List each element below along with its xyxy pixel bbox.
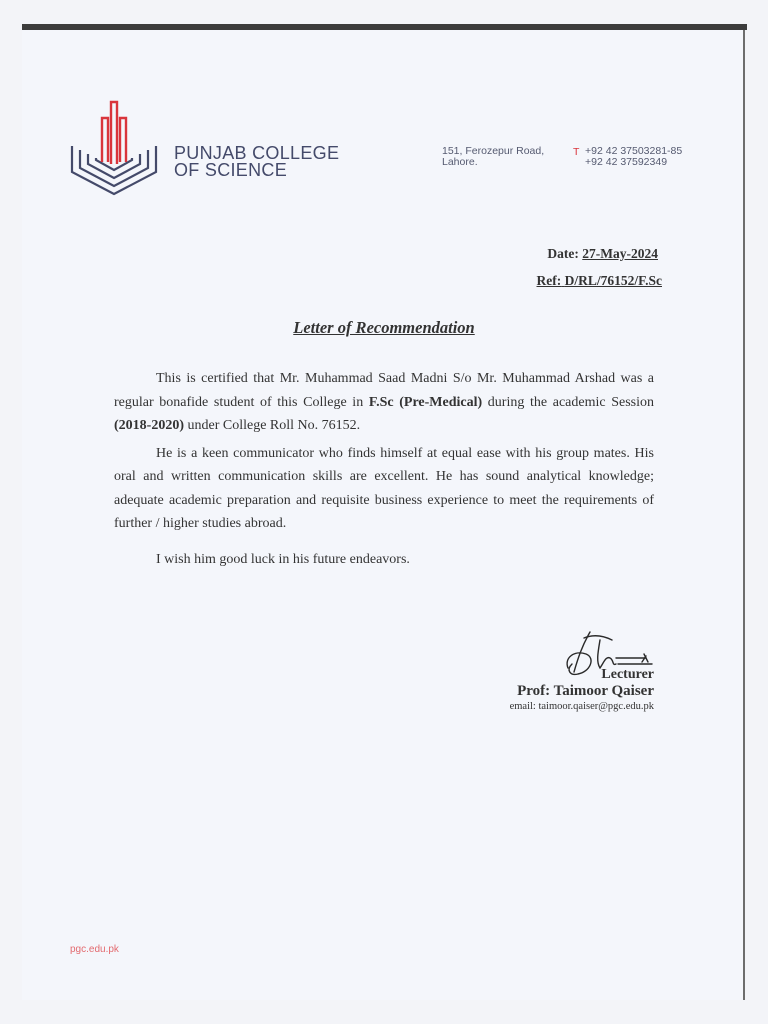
- pgc-logo-icon: [68, 100, 160, 198]
- date-value: 27-May-2024: [582, 246, 658, 261]
- date-label: Date:: [547, 246, 579, 261]
- footer-website: pgc.edu.pk: [70, 944, 119, 955]
- paragraph-assessment: He is a keen communicator who finds himself at equal ease with his group mates. His oral and written communication skills are excellent. He has sound analytical knowledge; adequate academic preparation and requisite business experience to meet the requirements of further / higher studies abroad.: [114, 445, 654, 531]
- scan-right-edge: [743, 30, 745, 1000]
- college-address: [442, 146, 544, 168]
- p1-text-b: during the academic Session: [482, 394, 655, 410]
- program-name: F.Sc (Pre-Medical): [368, 394, 483, 410]
- college-name-line2: OF SCIENCE: [174, 160, 288, 180]
- phone-line2: +92 42 37592349: [585, 156, 668, 168]
- college-name: [174, 145, 339, 179]
- paragraph-certification: [114, 367, 654, 438]
- phone-numbers: [585, 146, 682, 168]
- college-name-line1: PUNJAB COLLEGE: [174, 143, 340, 163]
- session-years: (2018-2020): [114, 418, 184, 433]
- address-line2: Lahore.: [442, 156, 478, 168]
- signatory-role: Lecturer: [601, 667, 654, 682]
- ref-label: Ref:: [536, 273, 562, 288]
- p1-text-a: This is certified that Mr. Muhammad Saad Madni S/o Mr. Muhammad Arshad was a regular bonafide student of this College in: [114, 371, 654, 410]
- letter-date: [547, 246, 658, 262]
- letter-reference: [537, 273, 663, 289]
- address-line1: 151, Ferozepur Road,: [442, 145, 545, 157]
- phone-label: T: [573, 146, 580, 158]
- signatory-email: email: taimoor.qaiser@pgc.edu.pk: [509, 701, 654, 712]
- letter-title: Letter of Recommendation: [293, 318, 475, 337]
- paragraph-closing: I wish him good luck in his future endeavors.: [156, 551, 410, 567]
- p1-text-c: under College Roll No. 76152.: [184, 418, 361, 433]
- ref-value: D/RL/76152/F.Sc: [564, 273, 662, 288]
- phone-line1: +92 42 37503281-85: [585, 145, 683, 157]
- signatory-name: Prof: Taimoor Qaiser: [517, 683, 654, 699]
- letter-body: [114, 367, 654, 571]
